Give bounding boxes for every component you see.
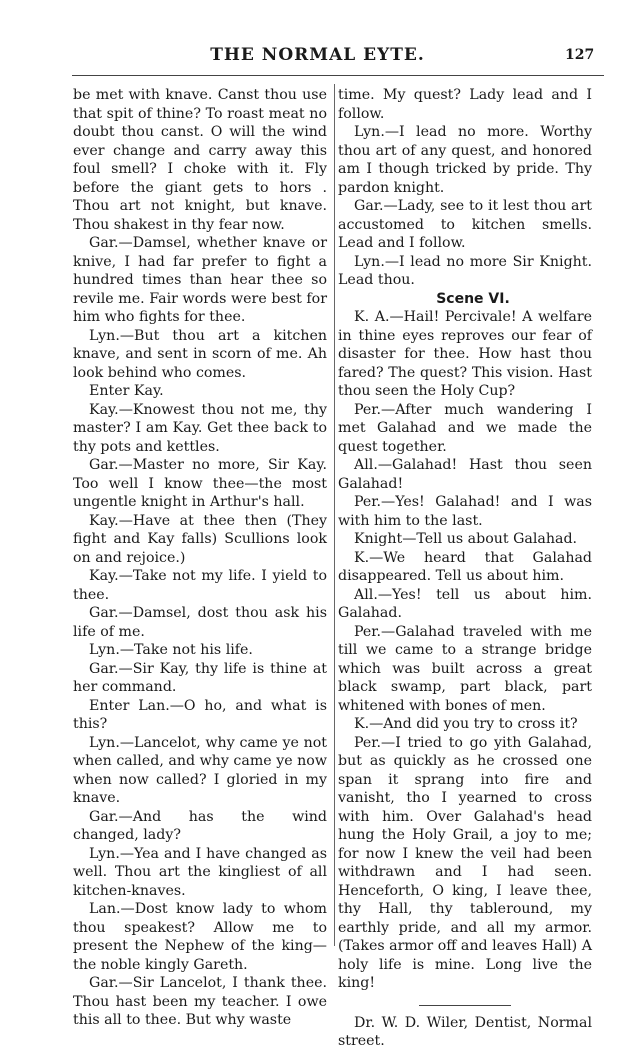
- paragraph: Lan.—Dost know lady to whom thou speakest? Allow me to present the Nephew of the king—the noble kingly Gareth.: [73, 901, 327, 973]
- paragraph: be met with knave. Canst thou use that spit of thine? To roast meat no doubt thou canst. O will the wind ever change and carry away this foul smell? I choke with it. Fly before the giant gets to hors . Thou art not knight, but knave. Thou shakest in thy fear now.: [73, 87, 327, 233]
- paragraph: time. My quest? Lady lead and I follow.: [338, 87, 592, 122]
- paragraph: Per.—I tried to go yith Galahad, but as quickly as he crossed one span it sprang into fire and vanisht, tho I yearned to cross with him. Over Galahad's head hung the Holy Grail, a joy to me; for now I knew the veil had been withdrawn and I had seen. Henceforth, O king, I leave thee, thy Hall, thy tableround, my earthly pride, and all my armor. (Takes armor off and leaves Hall) A holy life is mine. Long live the king!: [338, 734, 592, 991]
- paragraph: Lyn.—Take not his life.: [89, 642, 253, 658]
- header-rule: [72, 75, 604, 76]
- paragraph: Gar.—Master no more, Sir Kay. Too well I know thee—the most ungentle knight in Arthur's hall.: [73, 457, 327, 510]
- paragraph: Enter Lan.—O ho, and what is this?: [73, 697, 327, 732]
- paragraph: Per.—After much wandering I met Galahad and we made the quest together.: [338, 401, 592, 455]
- paragraph: All.—Galahad! Hast thou seen Galahad!: [338, 457, 592, 492]
- paragraph: Gar.—Sir Kay, thy life is thine at her command.: [73, 660, 327, 695]
- scene-heading: Scene VI.: [436, 290, 510, 307]
- page-number: 127: [565, 47, 595, 63]
- paragraph: Per.—Galahad traveled with me till we came to a strange bridge which was built across a great black swamp, part black, part whitened with bones of men.: [338, 623, 592, 714]
- paragraph: Gar.—Sir Lancelot, I thank thee. Thou hast been my teacher. I owe this all to thee. But why waste: [73, 975, 327, 1028]
- paragraph: Lyn.—Yea and I have changed as well. Thou art the kingliest of all kitchen-knaves.: [73, 845, 327, 899]
- advertisement: Dr. W. D. Wiler, Dentist, Normal street.: [338, 1014, 592, 1049]
- paragraph: Lyn.—I lead no more. Worthy thou art of any quest, and honored am I though tricked by pride. Thy pardon knight.: [338, 124, 592, 196]
- paragraph: All.—Yes! tell us about him. Galahad.: [338, 586, 592, 621]
- right-column: [338, 86, 592, 1051]
- paragraph: Kay.—Have at thee then (They fight and Kay falls) Scullions look on and rejoice.): [73, 512, 327, 566]
- paragraph: Lyn.—Lancelot, why came ye not when called, and why came ye now when now called? I gloried in my knave.: [73, 734, 327, 806]
- advertisement-divider: [419, 1005, 511, 1006]
- paragraph: Gar.—Damsel, dost thou ask his life of me.: [73, 605, 327, 640]
- paragraph: Gar.—Lady, see to it lest thou art accustomed to kitchen smells. Lead and I follow.: [338, 198, 592, 251]
- paragraph: K.—We heard that Galahad disappeared. Tell us about him.: [338, 549, 592, 584]
- paragraph: K. A.—Hail! Percivale! A welfare in thine eyes reproves our fear of disaster for thee. How hast thou fared? The quest? This vision. Hast thou seen the Holy Cup?: [338, 309, 592, 399]
- paragraph: Kay.—Knowest thou not me, thy master? I am Kay. Get thee back to thy pots and kettles.: [73, 401, 327, 455]
- paragraph: Enter Kay.: [89, 383, 164, 399]
- paragraph: K.—And did you try to cross it?: [354, 716, 578, 732]
- paragraph: Kay.—Take not my life. I yield to thee.: [73, 568, 327, 603]
- running-header-title: THE NORMAL EYTE.: [210, 45, 425, 65]
- column-divider: [334, 84, 335, 946]
- paragraph: Lyn.—But thou art a kitchen knave, and sent in scorn of me. Ah look behind who comes.: [73, 327, 327, 381]
- paragraph: Knight—Tell us about Galahad.: [354, 531, 578, 547]
- paragraph: Gar.—And has the wind changed, lady?: [73, 808, 327, 843]
- paragraph: Per.—Yes! Galahad! and I was with him to the last.: [338, 494, 592, 529]
- left-column: [73, 86, 327, 1030]
- paragraph: Lyn.—I lead no more Sir Knight. Lead thou.: [338, 253, 592, 288]
- paragraph: Gar.—Damsel, whether knave or knive, I had far prefer to fight a hundred times than hear thee so revile me. Fair words were best for him who fights for thee.: [73, 235, 327, 325]
